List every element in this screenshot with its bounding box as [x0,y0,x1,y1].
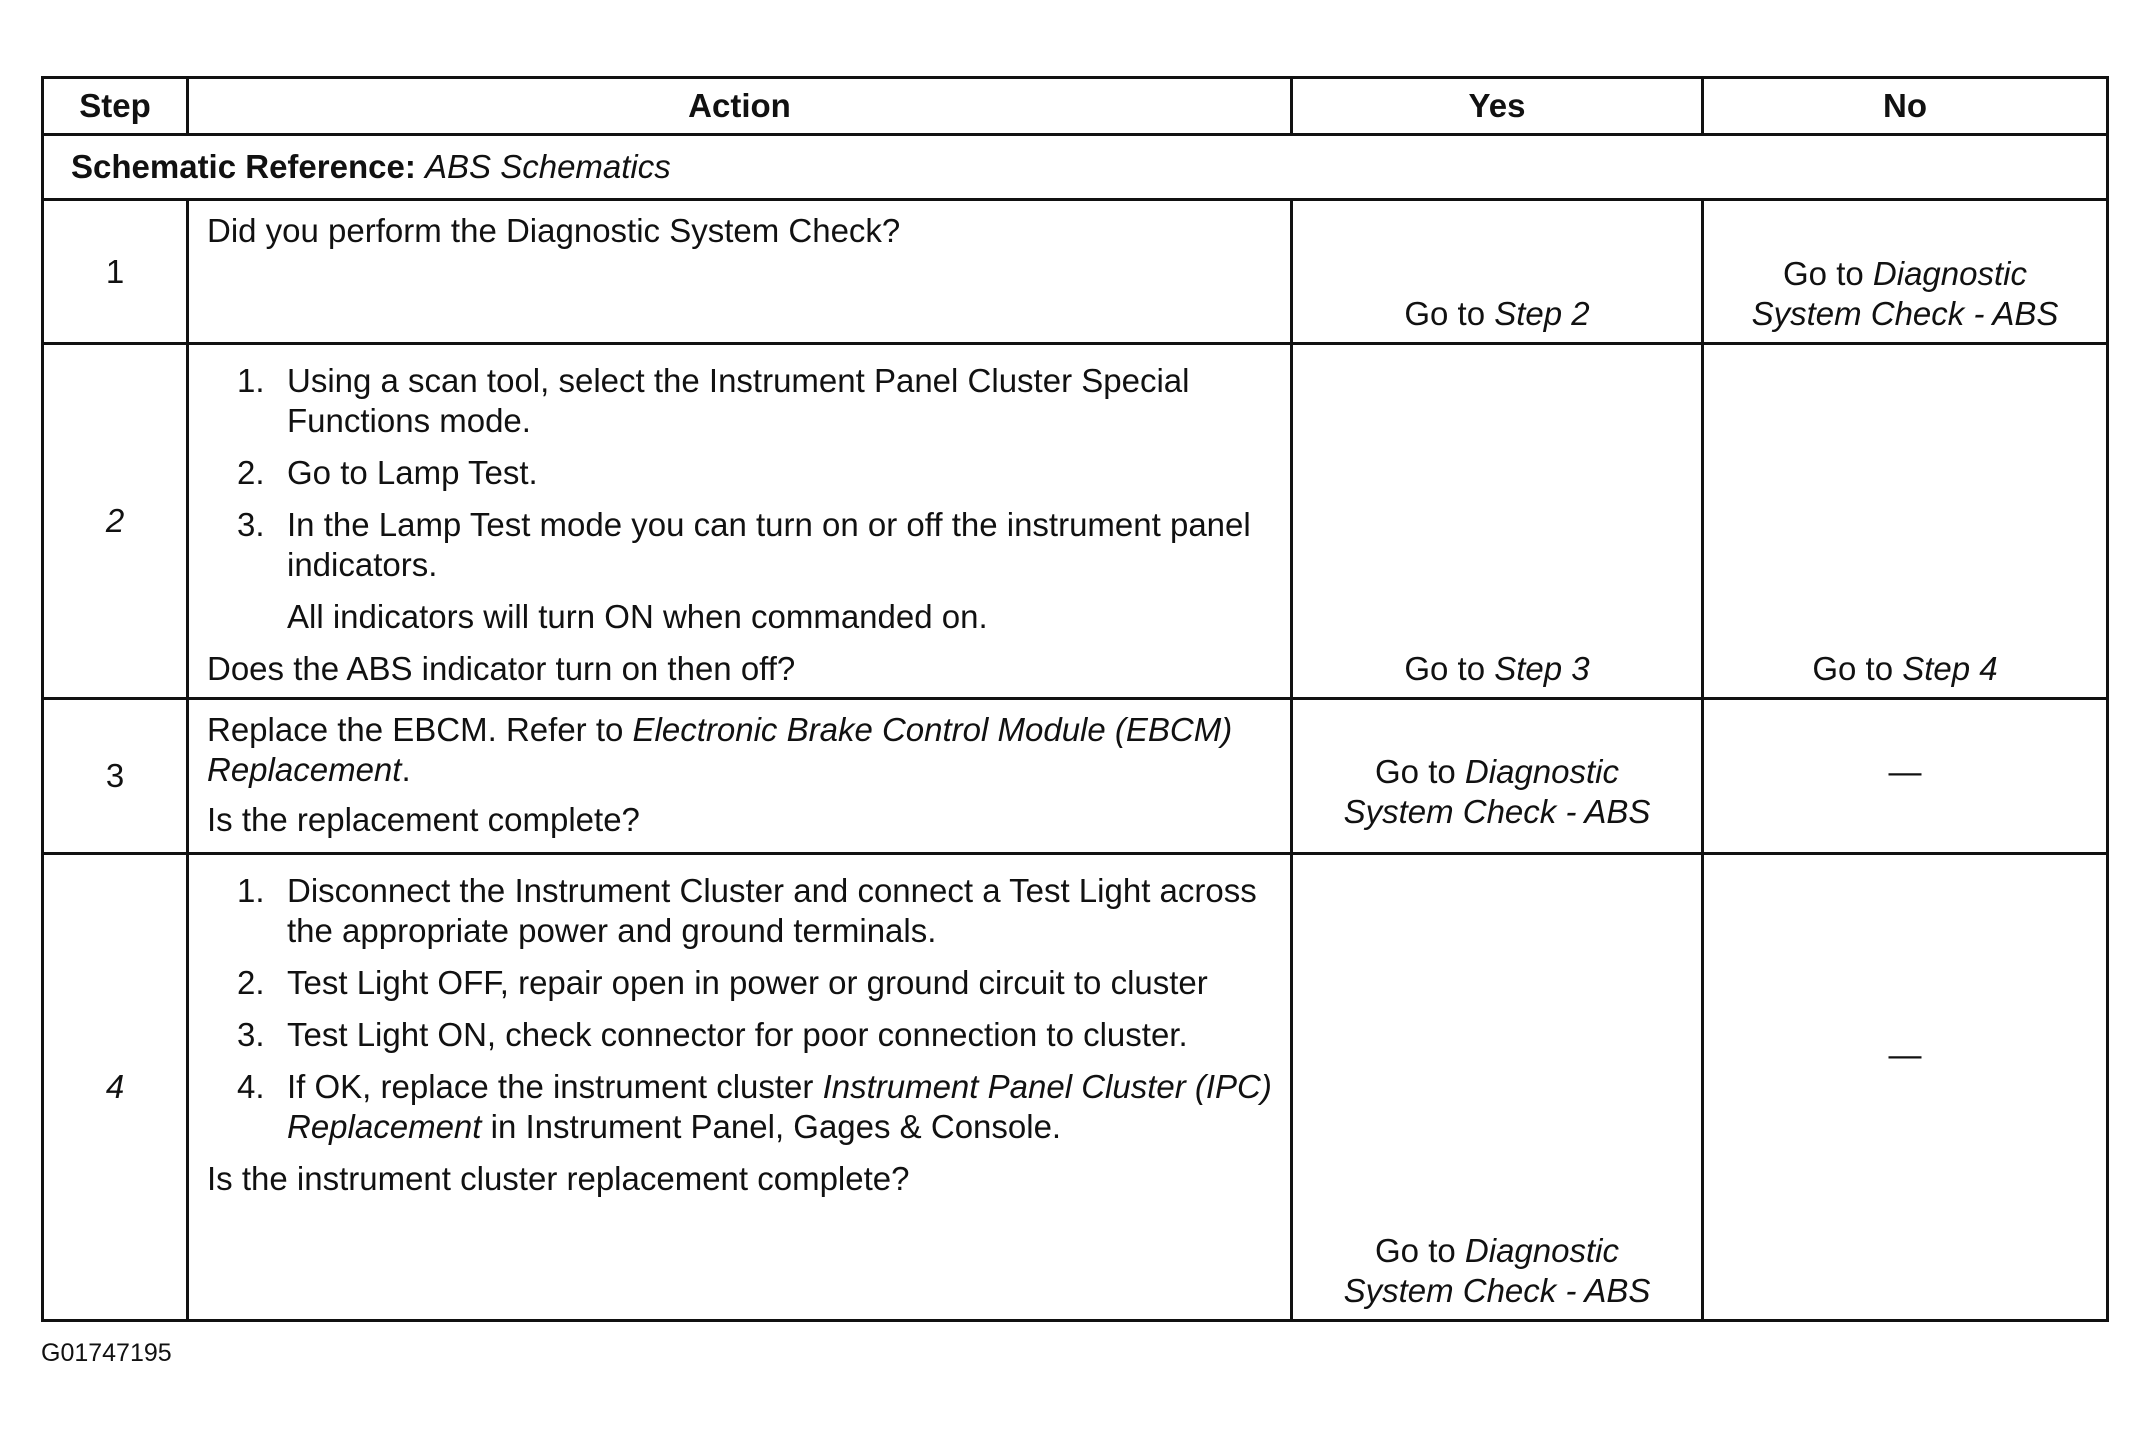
item-number: 1. [237,362,265,399]
yes-step-link[interactable]: Step 3 [1494,650,1590,687]
yes-cell [1292,344,1703,699]
item-text: Test Light OFF, repair open in power or ground circuit to cluster [287,964,1208,1001]
yes-link-line1[interactable]: Diagnostic [1464,1232,1619,1269]
header-row [43,78,2108,135]
list-item [207,871,1274,951]
action-cell [188,699,1292,854]
step-number: 3 [43,699,188,854]
item-number: 2. [237,964,265,1001]
ebcm-replacement-link[interactable]: Electronic Brake Control Module (EBCM) Replacement [207,711,1233,788]
yes-cell [1292,854,1703,1321]
yes-prefix: Go to [1375,1232,1456,1269]
item-number: 3. [237,1016,265,1053]
item-text: Using a scan tool, select the Instrument Panel Cluster Special Functions mode. [287,362,1190,439]
procedure-list [207,871,1274,1147]
table-row [43,699,2108,854]
no-link-line2[interactable]: System Check - ABS [1751,295,2059,332]
yes-link-line1[interactable]: Diagnostic [1464,753,1619,790]
header-no: No [1703,78,2108,135]
item-text: Test Light ON, check connector for poor connection to cluster. [287,1016,1188,1053]
list-item [207,505,1274,585]
yes-cell [1292,200,1703,344]
step-number: 4 [43,854,188,1321]
item-number: 3. [237,506,265,543]
item-text-suffix: in Instrument Panel, Gages & Console. [490,1108,1062,1145]
yes-cell [1292,699,1703,854]
schematic-reference-row [43,135,2108,200]
schematic-reference [43,135,2108,200]
item-text: Disconnect the Instrument Cluster and connect a Test Light across the appropriate power and ground terminals. [287,872,1257,949]
action-cell [188,200,1292,344]
header-yes: Yes [1292,78,1703,135]
step-question: Did you perform the Diagnostic System Check? [207,212,901,249]
header-step: Step [43,78,188,135]
no-dash: — [1888,1036,1922,1073]
item-number: 4. [237,1068,265,1105]
item-number: 2. [237,454,265,491]
instruction-text: Replace the EBCM. Refer to [207,711,624,748]
item-text: Go to Lamp Test. [287,454,538,491]
figure-id: G01747195 [41,1339,172,1367]
yes-step-link[interactable]: Step 2 [1494,295,1590,332]
step-number: 2 [43,344,188,699]
yes-prefix: Go to [1404,295,1486,332]
action-cell [188,344,1292,699]
procedure-list [207,361,1274,585]
list-item [207,963,1274,1003]
yes-link-line2[interactable]: System Check - ABS [1343,793,1651,830]
no-cell [1703,699,2108,854]
step-question: Does the ABS indicator turn on then off? [207,650,796,687]
item-text: In the Lamp Test mode you can turn on or off the instrument panel indicators. [287,506,1251,583]
step-number: 1 [43,200,188,344]
list-item [207,361,1274,441]
ipc-replacement-link[interactable]: Instrument Panel Cluster (IPC) Replacement [287,1068,1272,1145]
no-cell [1703,200,2108,344]
no-dash: — [1888,753,1922,790]
no-link-line1[interactable]: Diagnostic [1872,255,2027,292]
item-number: 1. [237,872,265,909]
diagnostic-table [41,76,2109,1322]
yes-prefix: Go to [1404,650,1486,687]
yes-prefix: Go to [1375,753,1456,790]
no-step-link[interactable]: Step 4 [1902,650,1998,687]
list-item [207,453,1274,493]
step-instruction [207,710,1274,790]
no-cell [1703,344,2108,699]
item-text: If OK, replace the instrument cluster [287,1068,814,1105]
instruction-suffix: . [401,751,411,788]
list-item [207,1015,1274,1055]
table-row [43,344,2108,699]
header-action: Action [188,78,1292,135]
yes-link-line2[interactable]: System Check - ABS [1343,1272,1651,1309]
no-prefix: Go to [1812,650,1894,687]
step-question: Is the instrument cluster replacement complete? [207,1160,910,1197]
procedure-note: All indicators will turn ON when commanded on. [287,598,988,635]
table-row [43,854,2108,1321]
no-prefix: Go to [1783,255,1864,292]
action-cell [188,854,1292,1321]
table-row [43,200,2108,344]
schematic-reference-link[interactable]: ABS Schematics [425,148,671,185]
list-item [207,1067,1274,1147]
no-cell [1703,854,2108,1321]
step-question: Is the replacement complete? [207,801,640,838]
schematic-reference-label: Schematic Reference: [71,148,416,185]
